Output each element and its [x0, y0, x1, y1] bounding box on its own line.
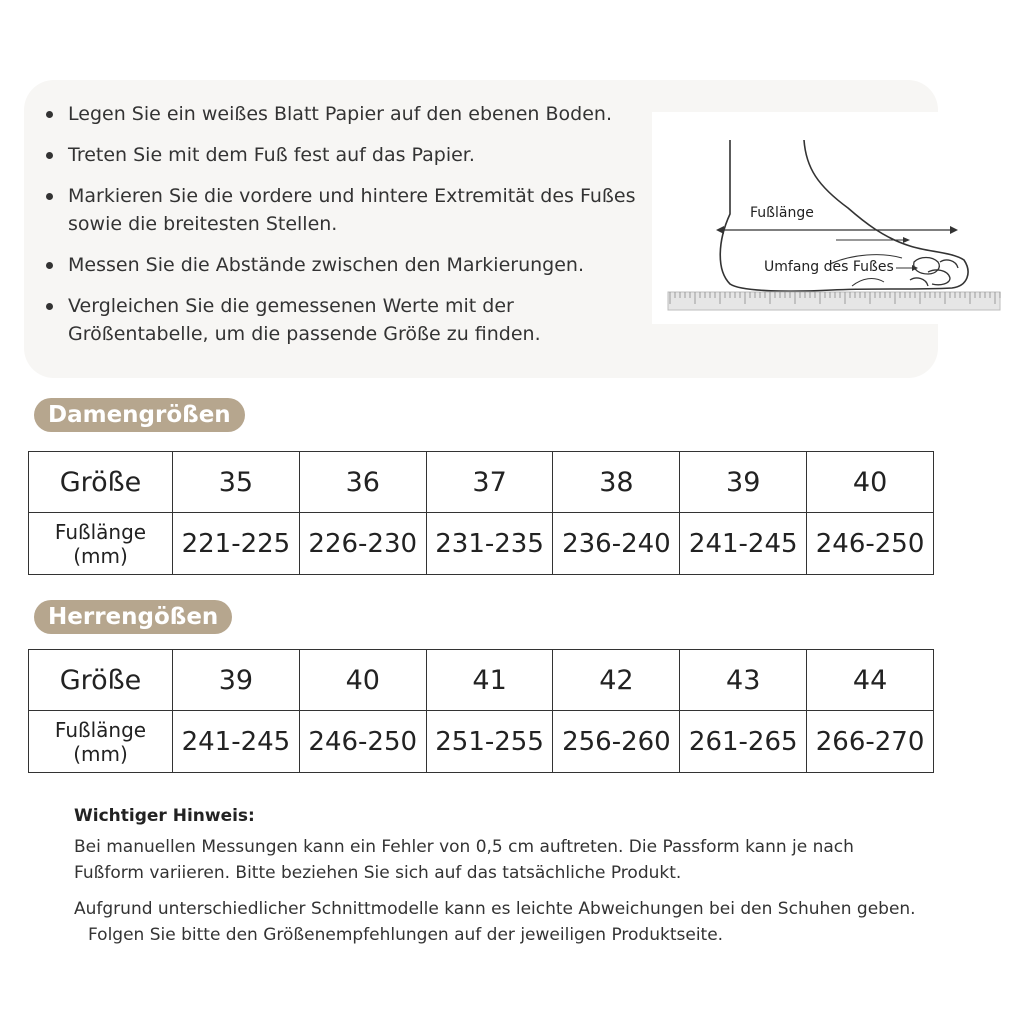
size-header: Größe: [29, 452, 173, 513]
men-size-table: [28, 649, 934, 773]
length-cell: 261-265: [680, 711, 807, 773]
women-sizes-badge: Damengrößen: [34, 398, 245, 432]
foot-circumference-label: Umfang des Fußes: [764, 259, 894, 275]
length-cell: 241-245: [173, 711, 300, 773]
length-cell: 256-260: [553, 711, 680, 773]
size-cell: 40: [807, 452, 934, 513]
instruction-item: Markieren Sie die vordere und hintere Extremität des Fußes sowie die breitesten Stellen.: [44, 182, 654, 238]
length-cell: 266-270: [807, 711, 934, 773]
women-size-table: [28, 451, 934, 575]
foot-length-label: Fußlänge: [750, 205, 814, 221]
size-header: Größe: [29, 650, 173, 711]
length-cell: 236-240: [553, 513, 680, 575]
size-cell: 44: [807, 650, 934, 711]
length-cell: 246-250: [807, 513, 934, 575]
size-cell: 39: [173, 650, 300, 711]
length-cell: 251-255: [426, 711, 553, 773]
length-cell: 221-225: [173, 513, 300, 575]
notice-paragraph: Bei manuellen Messungen kann ein Fehler von 0,5 cm auftreten. Die Passform kann je nach Fußform variieren. Bitte beziehen Sie sich auf das tatsächliche Produkt.: [74, 837, 854, 883]
size-cell: 40: [299, 650, 426, 711]
size-cell: 38: [553, 452, 680, 513]
instruction-item: Vergleichen Sie die gemessenen Werte mit der Größentabelle, um die passende Größe zu finden.: [44, 292, 654, 348]
ruler-icon: [668, 292, 1000, 310]
instruction-item: Legen Sie ein weißes Blatt Papier auf den ebenen Boden.: [44, 100, 654, 128]
foot-length-header: Fußlänge (mm): [29, 711, 173, 773]
size-cell: 37: [426, 452, 553, 513]
size-cell: 42: [553, 650, 680, 711]
foot-length-header: Fußlänge (mm): [29, 513, 173, 575]
table-row: [29, 452, 934, 513]
men-sizes-badge: Herrengößen: [34, 600, 232, 634]
length-cell: 241-245: [680, 513, 807, 575]
notice-paragraph: Aufgrund unterschiedlicher Schnittmodelle kann es leichte Abweichungen bei den Schuhen geben. Folgen Sie bitte den Größenempfehlungen auf der jeweiligen Produktseite.: [74, 899, 916, 945]
foot-measurement-diagram: [652, 112, 1004, 324]
size-cell: 39: [680, 452, 807, 513]
length-cell: 246-250: [299, 711, 426, 773]
notice-title: Wichtiger Hinweis:: [74, 806, 255, 826]
table-row: [29, 650, 934, 711]
instruction-item: Treten Sie mit dem Fuß fest auf das Papier.: [44, 141, 654, 169]
size-cell: 36: [299, 452, 426, 513]
length-cell: 231-235: [426, 513, 553, 575]
instruction-item: Messen Sie die Abstände zwischen den Markierungen.: [44, 251, 654, 279]
size-cell: 35: [173, 452, 300, 513]
length-cell: 226-230: [299, 513, 426, 575]
important-notice: [74, 804, 994, 958]
table-row: [29, 513, 934, 575]
size-cell: 41: [426, 650, 553, 711]
size-cell: 43: [680, 650, 807, 711]
instruction-list: [44, 100, 654, 361]
table-row: [29, 711, 934, 773]
